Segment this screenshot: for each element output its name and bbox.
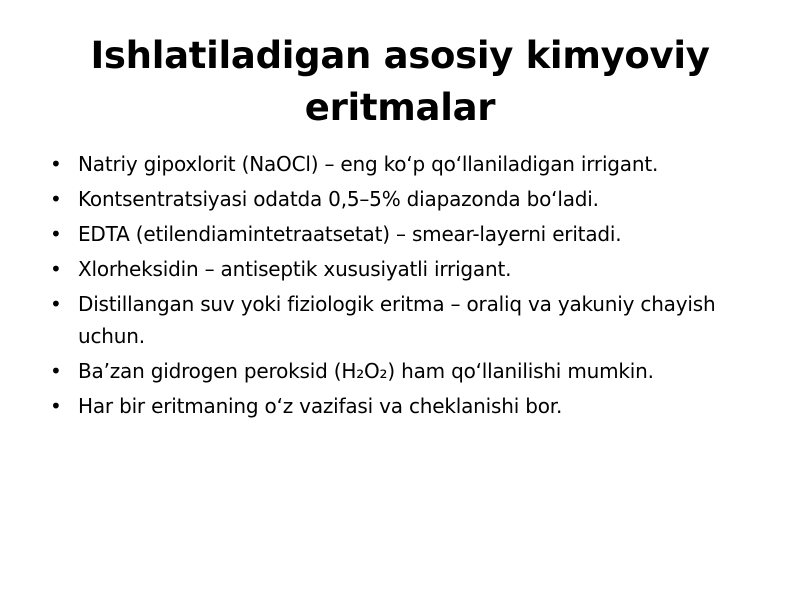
- bullet-icon: •: [50, 222, 62, 246]
- list-item: [42, 390, 742, 422]
- bullet-icon: •: [50, 257, 62, 281]
- bullet-icon: •: [50, 359, 62, 383]
- list-item: [42, 148, 742, 180]
- list-item: [42, 218, 742, 250]
- slide-title: Ishlatiladigan asosiy kimyoviy eritmalar: [90, 34, 710, 129]
- bullet-text: Xlorheksidin – antiseptik xususiyatli irrigant.: [78, 257, 512, 281]
- list-item: [42, 355, 742, 387]
- bullet-text: Kontsentratsiyasi odatda 0,5–5% diapazonda bo‘ladi.: [78, 187, 599, 211]
- bullet-text: Ba’zan gidrogen peroksid (H₂O₂) ham qo‘llanilishi mumkin.: [78, 359, 654, 383]
- bullet-text: Distillangan suv yoki fiziologik eritma – oraliq va yakuniy chayish uchun.: [78, 292, 716, 348]
- bullet-icon: •: [50, 152, 62, 176]
- bullet-icon: •: [50, 292, 62, 316]
- bullet-text: Natriy gipoxlorit (NaOCl) – eng ko‘p qo‘llaniladigan irrigant.: [78, 152, 659, 176]
- bullet-icon: •: [50, 187, 62, 211]
- bullet-list: [42, 148, 742, 425]
- bullet-text: Har bir eritmaning o‘z vazifasi va cheklanishi bor.: [78, 394, 563, 418]
- bullet-icon: •: [50, 394, 62, 418]
- list-item: [42, 253, 742, 285]
- list-item: [42, 288, 742, 352]
- list-item: [42, 183, 742, 215]
- bullet-text: EDTA (etilendiamintetraatsetat) – smear-layerni eritadi.: [78, 222, 622, 246]
